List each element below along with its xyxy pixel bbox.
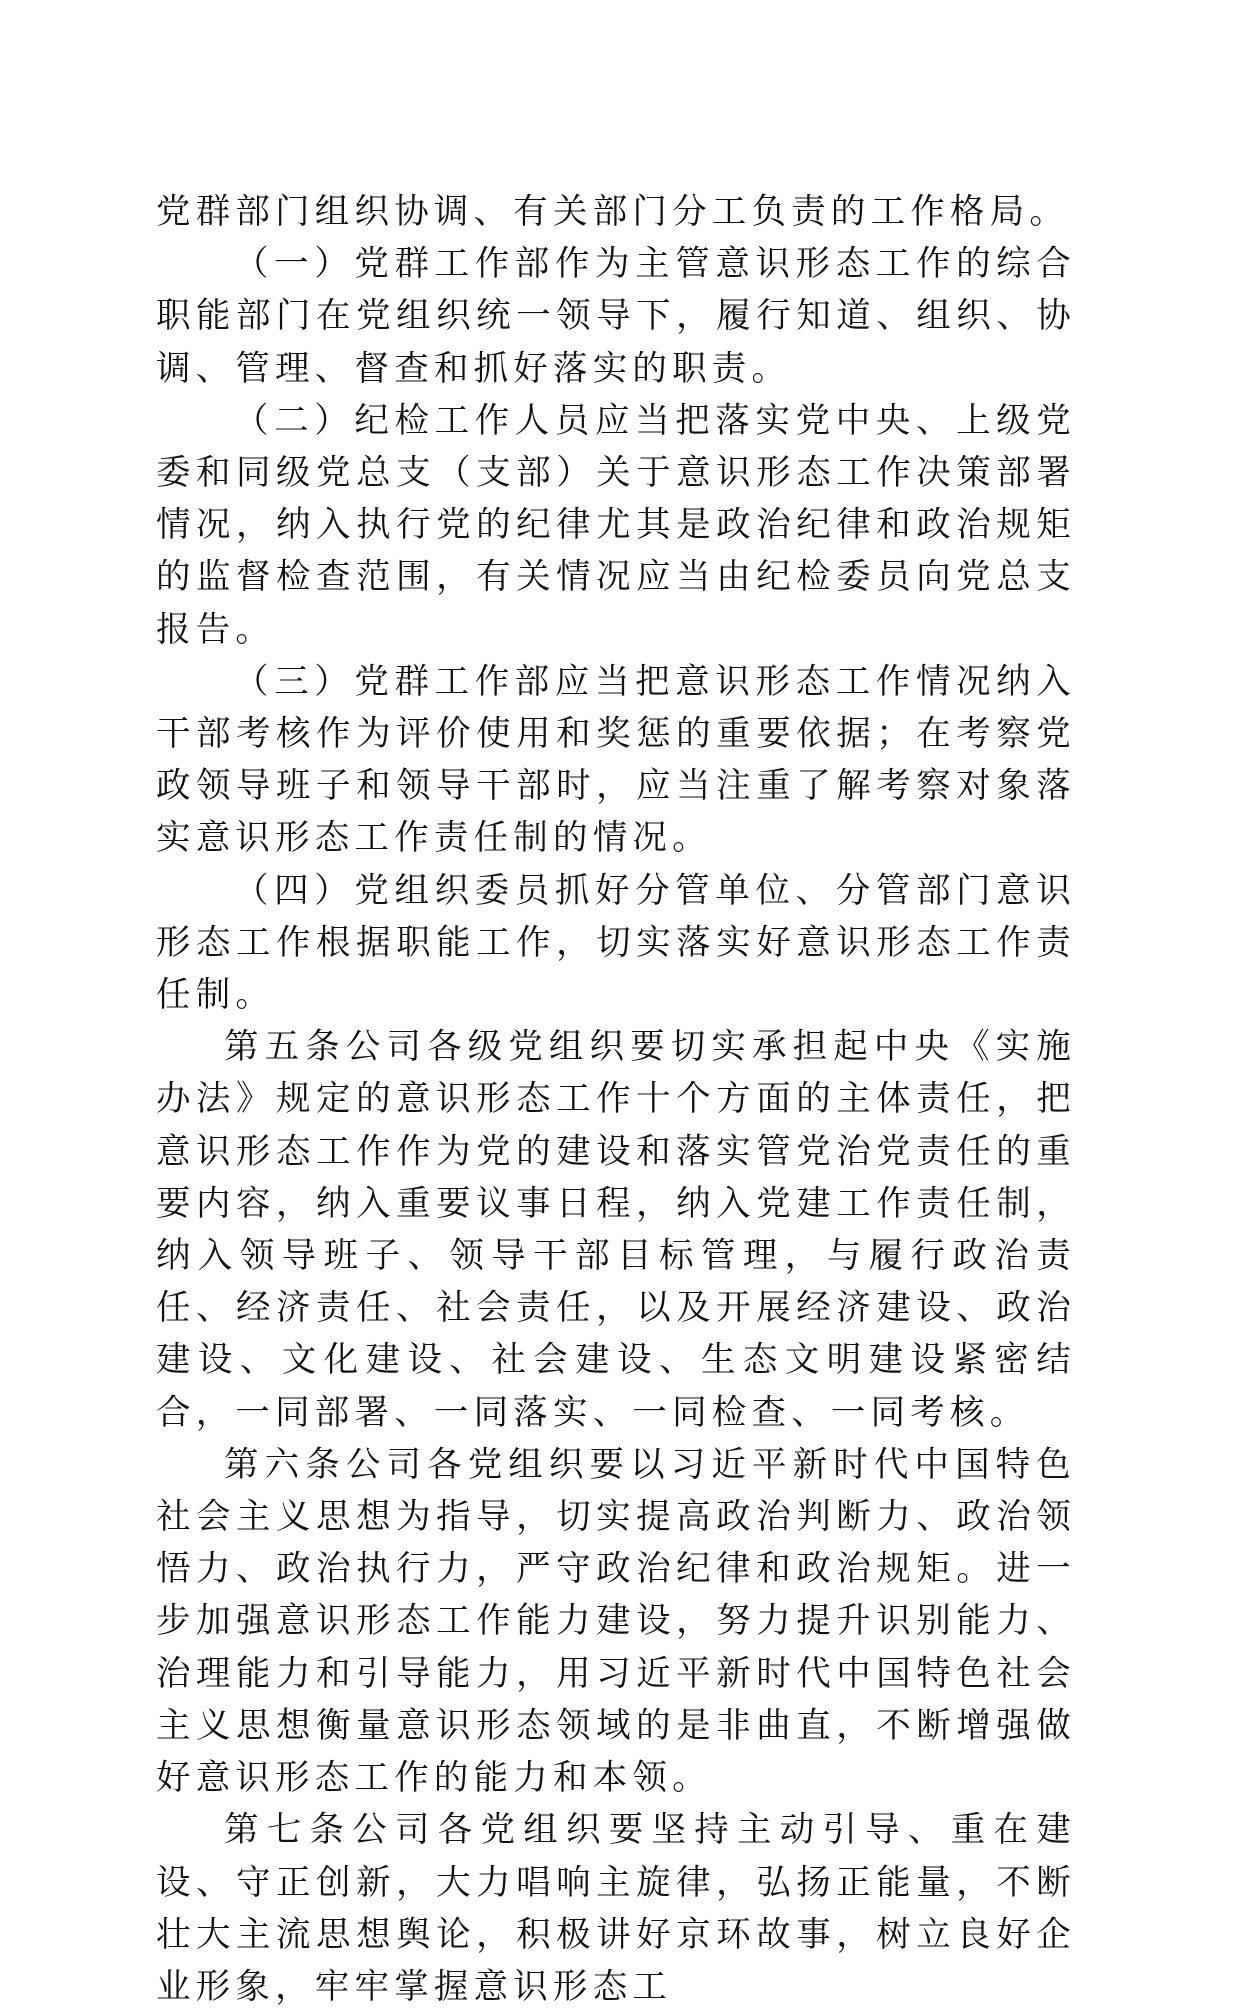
paragraph-continuation: 党群部门组织协调、有关部门分工负责的工作格局。 — [156, 192, 1070, 232]
paragraph-item-2: （二）纪检工作人员应当把落实党中央、上级党委和同级党总支（支部）关于意识形态工作决策部署情况，纳入执行党的纪律尤其是政治纪律和政治规矩的监督检查范围，有关情况应当由纪检委员向党总支报告。 — [156, 400, 1076, 650]
paragraph-item-3: （三）党群工作部应当把意识形态工作情况纳入干部考核作为评价使用和奖惩的重要依据；在考察党政领导班子和领导干部时，应当注重了解考察对象落实意识形态工作责任制的情况。 — [156, 661, 1076, 859]
paragraph-article-5: 第五条公司各级党组织要切实承担起中央《实施办法》规定的意识形态工作十个方面的主体责任，把意识形态工作作为党的建设和落实管党治党责任的重要内容，纳入重要议事日程，纳入党建工作责任制，纳入领导班子、领导干部目标管理，与履行政治责任、经济责任、社会责任，以及开展经济建设、政治建设、文化建设、社会建设、生态文明建设紧密结合，一同部署、一同落实、一同检查、一同考核。 — [156, 1027, 1076, 1433]
paragraph-item-1: （一）党群工作部作为主管意识形态工作的综合职能部门在党组织统一领导下，履行知道、组织、协调、管理、督查和抓好落实的职责。 — [156, 244, 1076, 389]
paragraph-article-6: 第六条公司各党组织要以习近平新时代中国特色社会主义思想为指导，切实提高政治判断力、政治领悟力、政治执行力，严守政治纪律和政治规矩。进一步加强意识形态工作能力建设，努力提升识别能力、治理能力和引导能力，用习近平新时代中国特色社会主义思想衡量意识形态领域的是非曲直，不断增强做好意识形态工作的能力和本领。 — [156, 1444, 1076, 1799]
paragraph-item-4: （四）党组织委员抓好分管单位、分管部门意识形态工作根据职能工作，切实落实好意识形态工作责任制。 — [156, 870, 1076, 1016]
document-body — [156, 186, 1076, 2013]
paragraph-article-7: 第七条公司各党组织要坚持主动引导、重在建设、守正创新，大力唱响主旋律，弘扬正能量，不断壮大主流思想舆论，积极讲好京环故事，树立良好企业形象，牢牢掌握意识形态工 — [156, 1810, 1076, 2007]
